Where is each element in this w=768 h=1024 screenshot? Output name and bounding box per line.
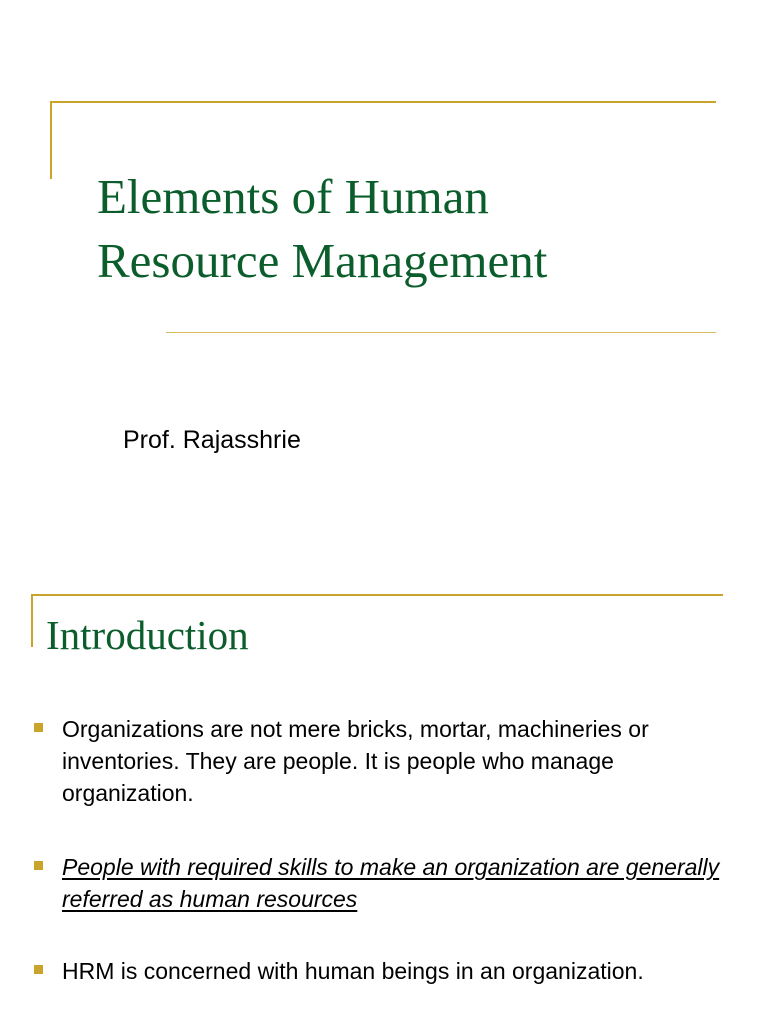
bullet-text: People with required skills to make an organization are generally referred as human resources: [62, 854, 720, 912]
introduction-slide: [0, 545, 768, 1024]
title-line-1: Elements of Human: [97, 169, 489, 224]
slide-heading: Introduction: [46, 612, 249, 658]
title-line-2: Resource Management: [97, 233, 548, 288]
title-underline: [166, 332, 716, 333]
left-accent-line: [50, 101, 52, 179]
bullet-text: HRM is concerned with human beings in an organization.: [62, 958, 644, 984]
square-bullet-icon: [34, 861, 43, 870]
slide-title: [97, 165, 717, 293]
square-bullet-icon: [34, 723, 43, 732]
bullet-text: Organizations are not mere bricks, mortar, machineries or inventories. They are people. It is people who manage organization.: [62, 716, 649, 806]
top-accent-line: [50, 101, 716, 103]
square-bullet-icon: [34, 965, 43, 974]
presenter-name: Prof. Rajasshrie: [123, 426, 301, 454]
left-accent-line: [31, 594, 33, 647]
top-accent-line: [31, 594, 723, 596]
